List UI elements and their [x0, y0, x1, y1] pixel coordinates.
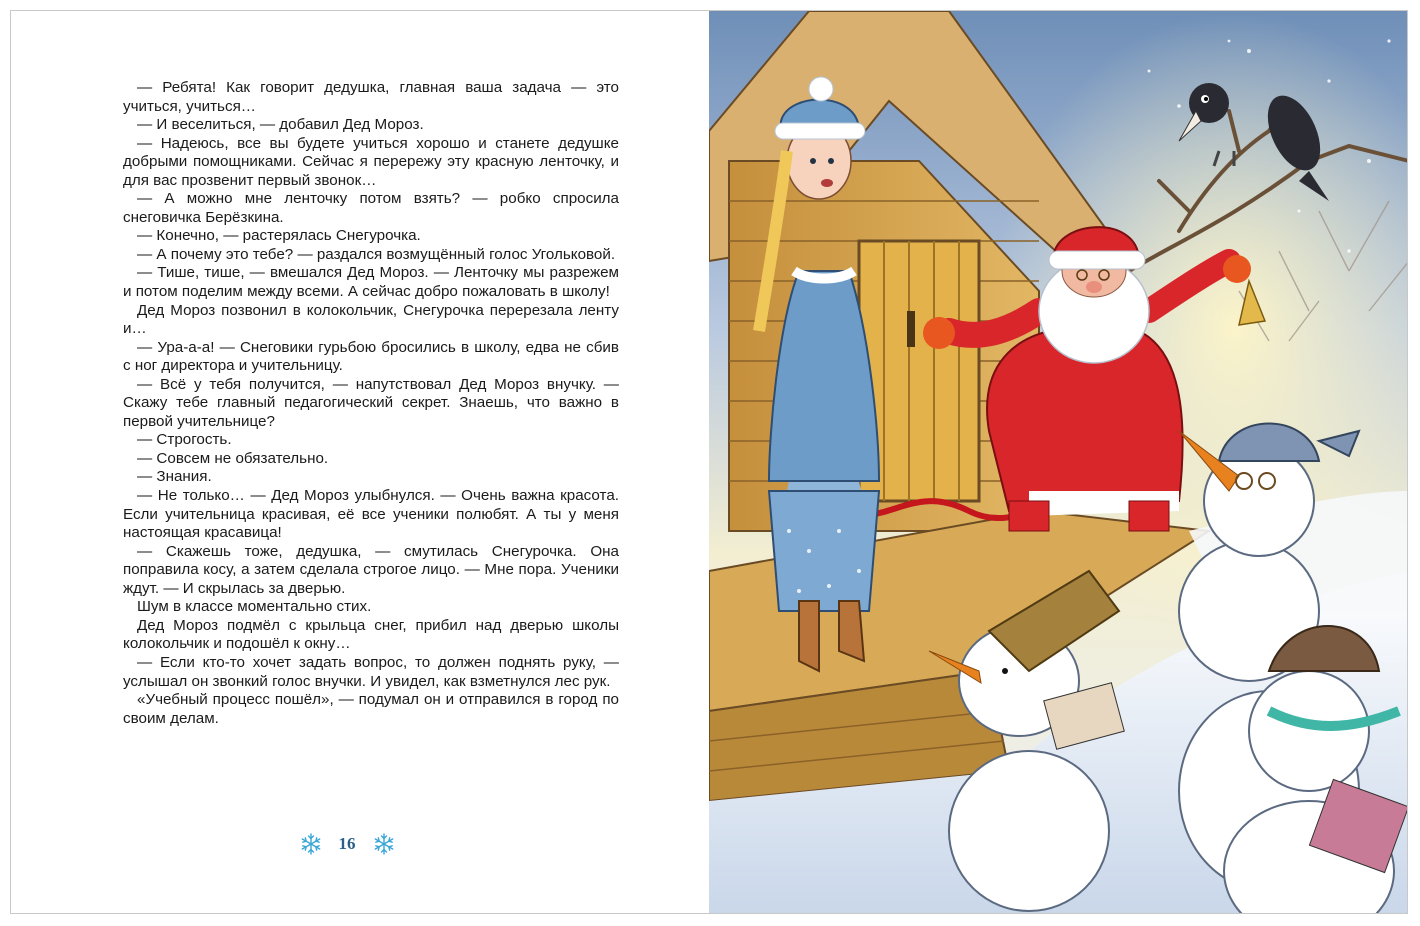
story-text [123, 79, 619, 728]
paragraph: — Ребята! Как говорит дедушка, главная ваша задача — это учиться, учиться… [123, 79, 619, 115]
paragraph: «Учебный процесс пошёл», — подумал он и отправился в город по своим делам. [123, 691, 619, 727]
paragraph: — И веселиться, — добавил Дед Мороз. [137, 116, 424, 134]
paragraph: — Тише, тише, — вмешался Дед Мороз. — Ленточку мы разрежем и потом поделим между всеми. А сейчас добро пожаловать в школу! [123, 264, 619, 301]
door-handle [907, 311, 915, 347]
paragraph: Дед Мороз позвонил в колокольчик, Снегурочка перерезала ленту и… [123, 301, 619, 338]
paragraph: — Если кто-то хочет задать вопрос, то должен поднять руку, — услышал он звонкий голос внучки. И увидел, как взметнулся лес рук. [123, 653, 619, 690]
winter-school-illustration [709, 11, 1408, 914]
paragraph: — Не только… — Дед Мороз улыбнулся. — Очень важна красота. Если учительница красивая, её все ученики полюбят. А ты у меня настоящая красавица! [123, 487, 619, 542]
page-footer [10, 829, 697, 859]
paragraph: — Совсем не обязательно. [137, 449, 329, 467]
paragraph: Шум в классе моментально стих. [137, 598, 372, 616]
snowflake-icon [299, 832, 323, 856]
text-page [11, 11, 711, 914]
book-spread [10, 10, 1408, 914]
paragraph: — Надеюсь, все вы будете учиться хорошо и станете дедушке добрыми помощниками. Сейчас я перережу эту красную ленточку, и для вас прозвенит первый звонок… [123, 134, 619, 189]
paragraph: — Скажешь тоже, дедушка, — смутилась Снегурочка. Она поправила косу, а затем сделала строгое лицо. — Мне пора. Ученики ждут. — И скрылась за дверью. [123, 542, 619, 597]
illustration-page [709, 11, 1408, 914]
paragraph: — Конечно, — растерялась Снегурочка. [137, 227, 421, 245]
snowflake-icon [372, 832, 396, 856]
paragraph: — А почему это тебе? — раздался возмущённый голос Угольковой. [137, 245, 616, 263]
paragraph: — Знания. [137, 468, 212, 486]
paragraph: — Ура-а-а! — Снеговики гурьбою бросились в школу, едва не сбив с ног директора и учительницу. [123, 338, 619, 375]
page-number: 16 [338, 834, 356, 853]
paragraph: — А можно мне ленточку потом взять? — робко спросила снеговичка Берёзкина. [123, 190, 619, 226]
paragraph: Дед Мороз подмёл с крыльца снег, прибил над дверью школы колокольчик и подошёл к окну… [123, 616, 619, 653]
paragraph: — Строгость. [137, 431, 232, 449]
paragraph: — Всё у тебя получится, — напутствовал Дед Мороз внучку. — Скажу тебе главный педагогический секрет. Знаешь, что важно в первой учительнице? [123, 375, 619, 430]
